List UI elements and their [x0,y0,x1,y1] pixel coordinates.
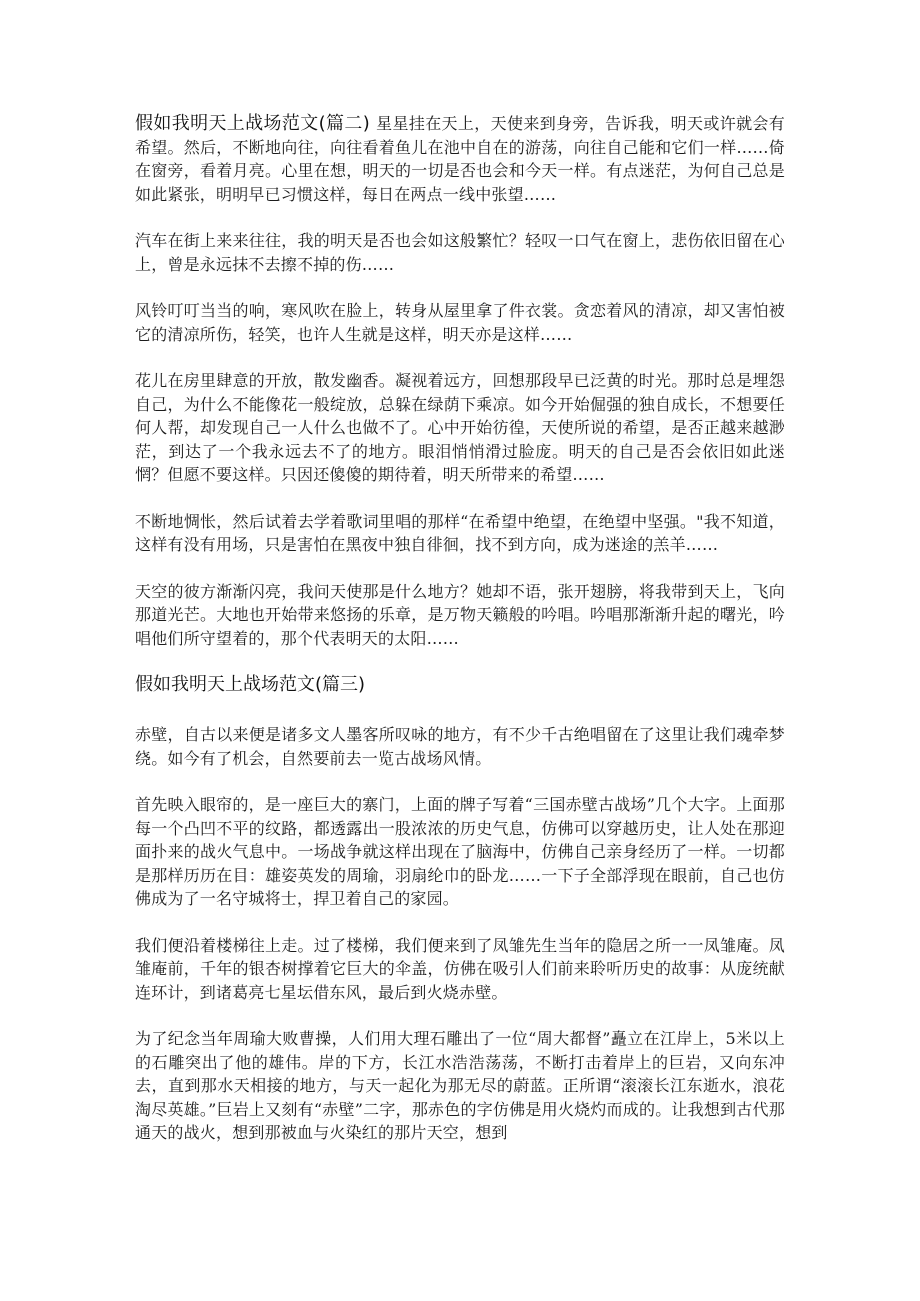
section2-paragraph-5: 不断地惆怅，然后试着去学着歌词里唱的那样“在希望中绝望，在绝望中坚强。"我不知道，这样有没有用场，只是害怕在黑夜中独自徘徊，找不到方向，成为迷途的羔羊…… [135,511,785,554]
section2-paragraph-3: 风铃叮叮当当的响，寒风吹在脸上，转身从屋里拿了件衣裳。贪恋着风的清凉，却又害怕被它的清凉所伤，轻笑，也许人生就是这样，明天亦是这样…… [135,301,785,344]
section2-heading: 假如我明天上战场范文(篇二) [135,113,370,134]
section3-paragraph-4: 为了纪念当年周瑜大败曹操，人们用大理石雕出了一位“周大都督”矗立在江岸上，5米以上的石雕突出了他的雄伟。岸的下方，长江水浩浩荡荡，不断打击着岸上的巨岩，又向东冲去，直到那水天相接的地方，与天一起化为那无尽的蔚蓝。正所谓“滚滚长江东逝水，浪花淘尽英雄。”巨岩上又刻有“赤壁”二字，那赤色的字仿佛是用火烧灼而成的。让我想到古代那通天的战火，想到那被血与火染红的那片天空，想到 [135,1029,785,1142]
section3-paragraph-1: 赤壁，自古以来便是诸多文人墨客所叹咏的地方，有不少千古绝唱留在了这里让我们魂牵梦绕。如今有了机会，自然要前去一览古战场风情。 [135,725,785,768]
document-page [135,112,785,1145]
section3-heading: 假如我明天上战场范文(篇三) [135,674,366,695]
section2-paragraph-6: 天空的彼方渐渐闪亮，我问天使那是什么地方？她却不语，张开翅膀，将我带到天上，飞向那道光芒。大地也开始带来悠扬的乐章，是万物天籁般的吟唱。吟唱那渐渐升起的曙光，吟唱他们所守望着的，那个代表明天的太阳…… [135,581,785,648]
section2-paragraph-4: 花儿在房里肆意的开放，散发幽香。凝视着远方，回想那段早已泛黄的时光。那时总是埋怨自己，为什么不能像花一般绽放，总躲在绿荫下乘凉。如今开始倔强的独自成长，不想要任何人帮，却发现自己一人什么也做不了。心中开始彷徨，天使所说的希望，是否正越来越渺茫，到达了一个我永远去不了的地方。眼泪悄悄滑过脸庞。明天的自己是否会依旧如此迷惘？但愿不要这样。只因还傻傻的期待着，明天所带来的希望…… [135,371,785,484]
section2-paragraph-2: 汽车在街上来来往往，我的明天是否也会如这般繁忙？轻叹一口气在窗上，悲伤依旧留在心上，曾是永远抹不去擦不掉的伤…… [135,231,785,274]
section3-paragraph-2: 首先映入眼帘的，是一座巨大的寨门，上面的牌子写着“三国赤壁古战场”几个大字。上面那每一个凸凹不平的纹路，都透露出一股浓浓的历史气息，仿佛可以穿越历史，让人处在那迎面扑来的战火气息中。一场战争就这样出现在了脑海中，仿佛自己亲身经历了一样。一切都是那样历历在目：雄姿英发的周瑜，羽扇纶巾的卧龙……一下子全部浮现在眼前，自己也仿佛成为了一名守城将士，捍卫着自己的家园。 [135,795,785,908]
section2-paragraph-1: 星星挂在天上，天使来到身旁，告诉我，明天或许就会有希望。然后，不断地向往，向往看着鱼儿在池中自在的游荡，向往自己能和它们一样……倚在窗旁，看着月亮。心里在想，明天的一切是否也会和今天一样。有点迷茫，为何自己总是如此紧张，明明早已习惯这样，每日在两点一线中张望…… [135,114,785,204]
section3-paragraph-3: 我们便沿着楼梯往上走。过了楼梯，我们便来到了凤雏先生当年的隐居之所一一凤雏庵。凤雏庵前，千年的银杏树撑着它巨大的伞盖，仿佛在吸引人们前来聆听历史的故事：从庞统献连环计，到诸葛亮七星坛借东风，最后到火烧赤壁。 [135,935,785,1002]
section2-intro-paragraph [135,112,785,206]
